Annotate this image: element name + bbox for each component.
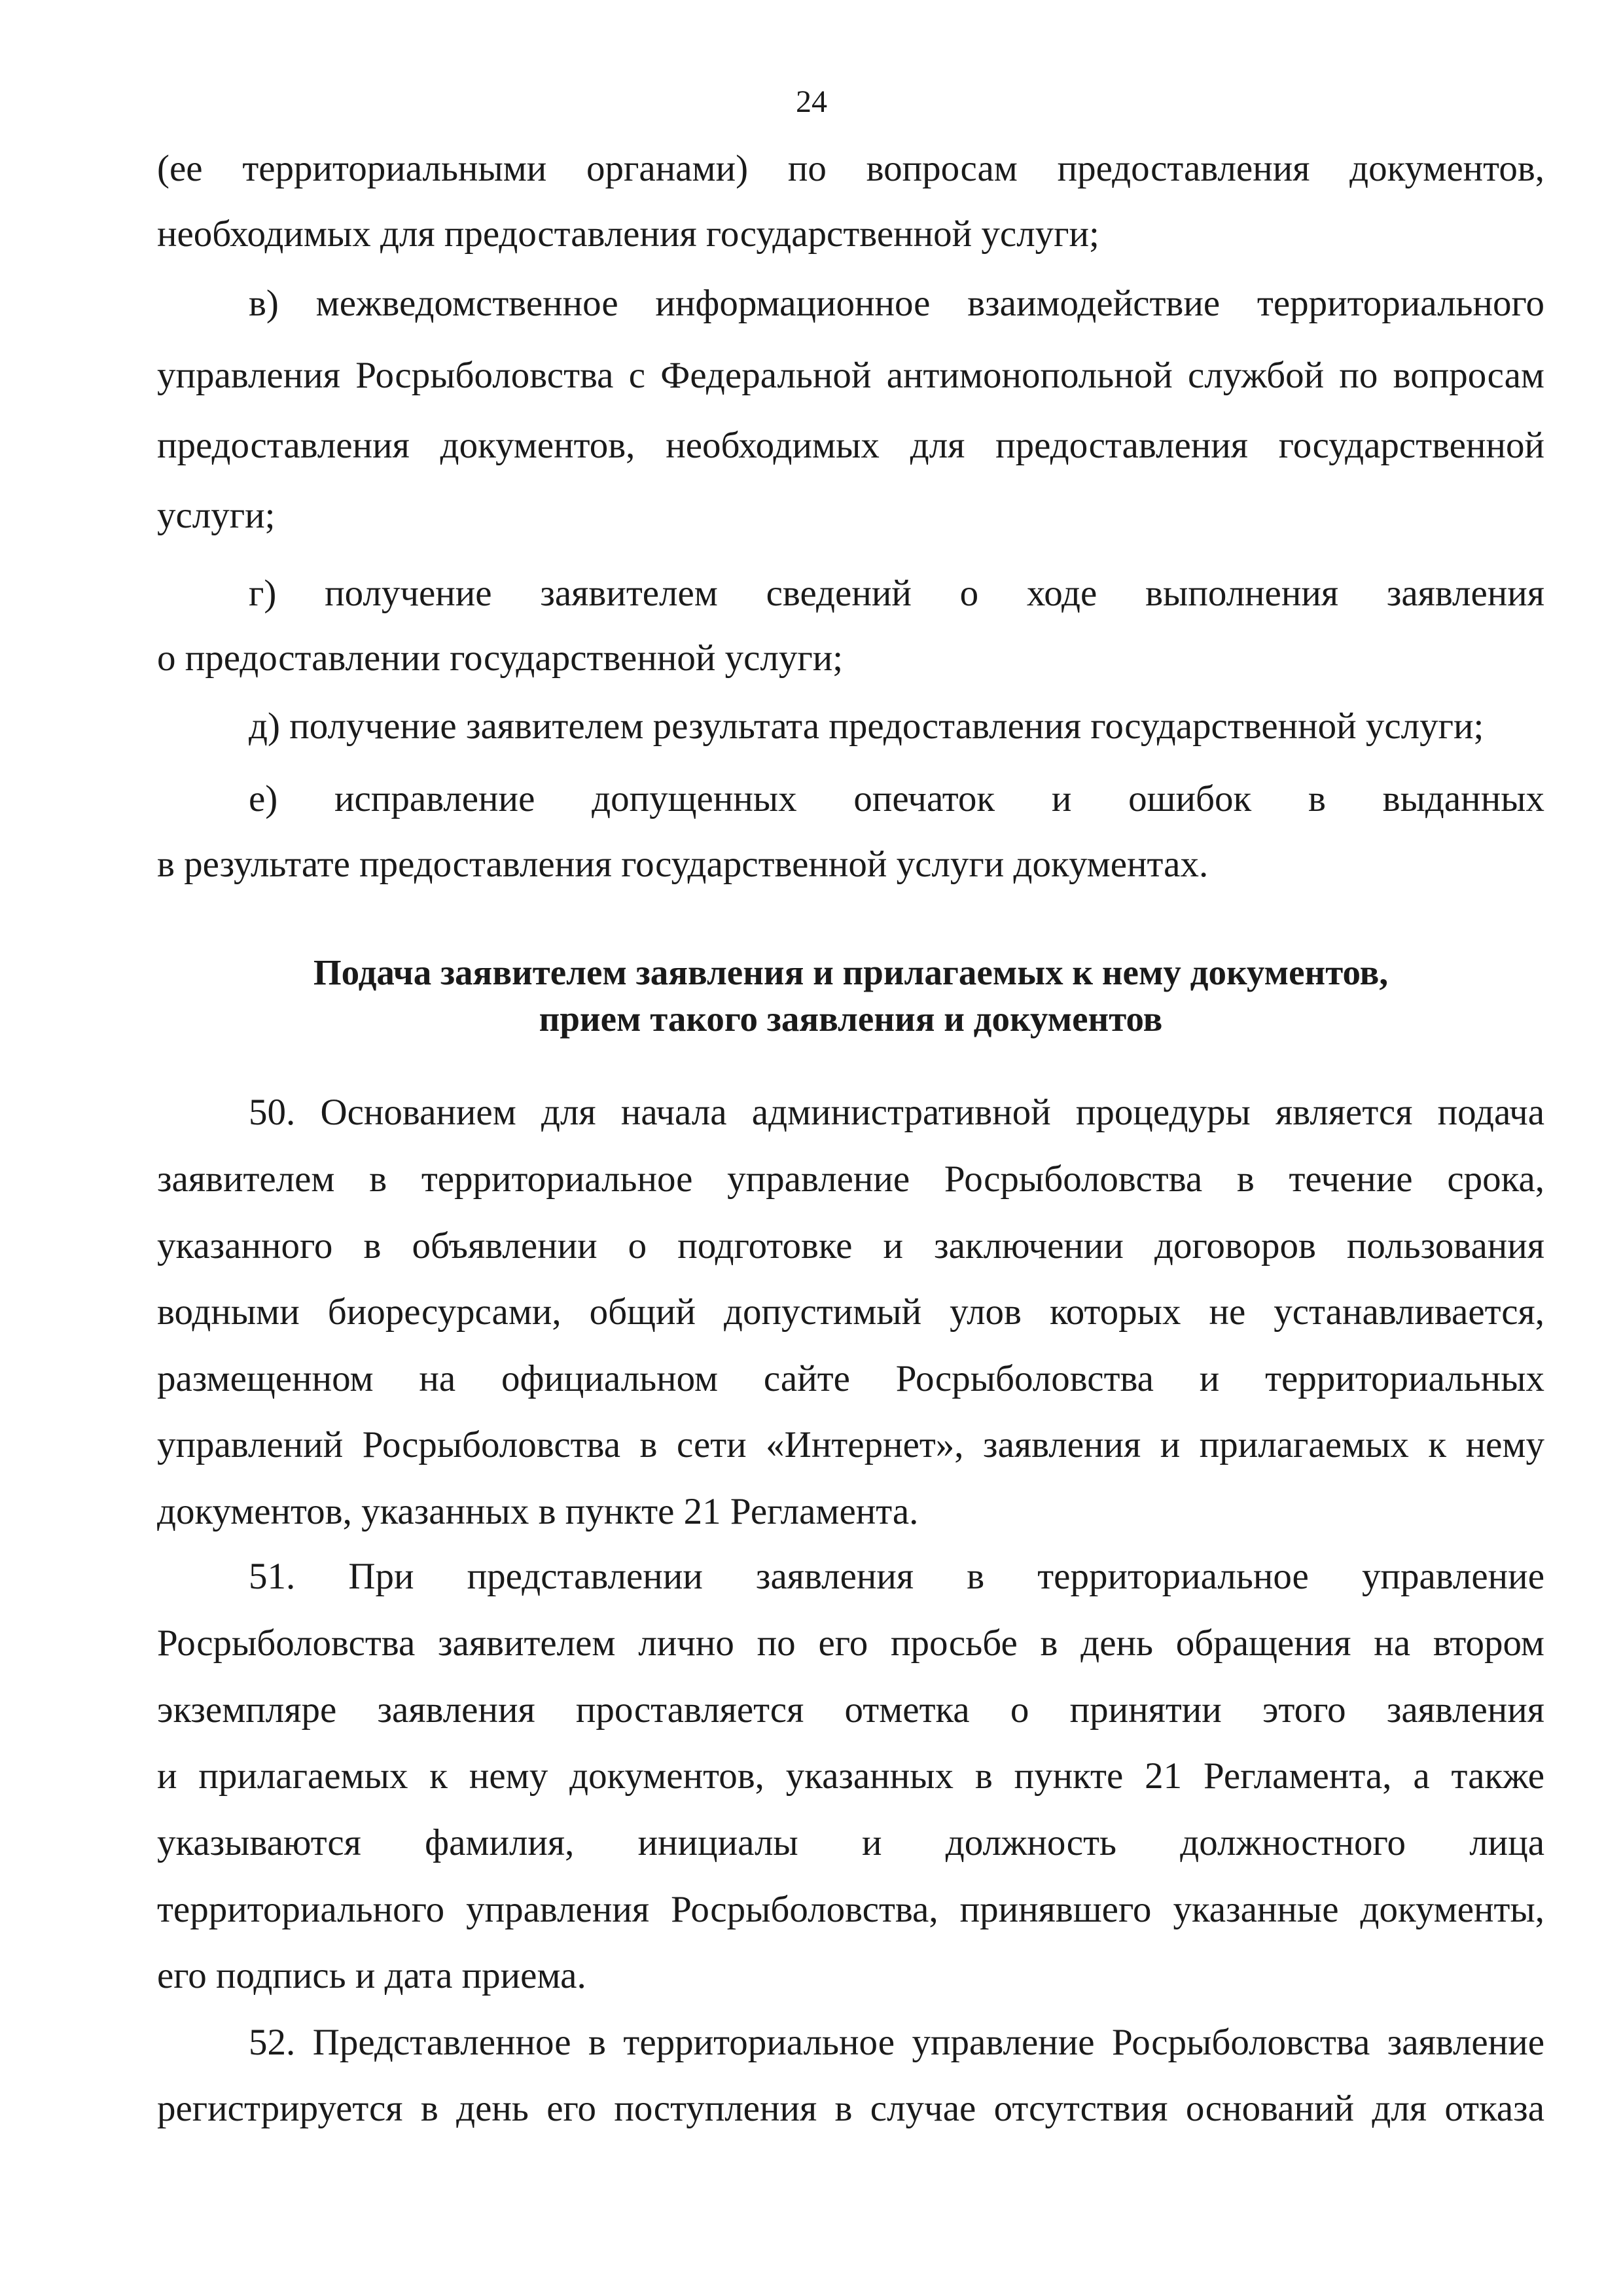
text-line: экземпляре заявления проставляется отметка о принятии этого заявления [157, 1689, 1544, 1731]
text-line: г) получение заявителем сведений о ходе выполнения заявления [249, 573, 1544, 614]
text-line: его подпись и дата приема. [157, 1955, 586, 1996]
text-line: необходимых для предоставления государственной услуги; [157, 213, 1099, 255]
text-line: управления Росрыболовства с Федеральной антимонопольной службой по вопросам [157, 355, 1544, 396]
text-line: и прилагаемых к нему документов, указанных в пункте 21 Регламента, а также [157, 1755, 1544, 1797]
text-line: в) межведомственное информационное взаимодействие территориального [249, 283, 1544, 324]
text-line: предоставления документов, необходимых для предоставления государственной [157, 425, 1544, 466]
section-heading: Подача заявителем заявления и прилагаемых к нему документов, [313, 952, 1389, 992]
text-line: размещенном на официальном сайте Росрыболовства и территориальных [157, 1358, 1544, 1399]
text-line: документов, указанных в пункте 21 Регламента. [157, 1491, 919, 1532]
text-line: 51. При представлении заявления в территориальное управление [249, 1556, 1544, 1597]
text-line: заявителем в территориальное управление Росрыболовства в течение срока, [157, 1158, 1544, 1200]
text-line: Росрыболовства заявителем лично по его просьбе в день обращения на втором [157, 1623, 1544, 1664]
text-line: указываются фамилия, инициалы и должность должностного лица [157, 1822, 1544, 1863]
text-line: е) исправление допущенных опечаток и ошибок в выданных [249, 778, 1544, 819]
text-line: услуги; [157, 495, 276, 536]
section-heading: прием такого заявления и документов [539, 999, 1163, 1039]
text-line: о предоставлении государственной услуги; [157, 637, 844, 679]
text-line: д) получение заявителем результата предоставления государственной услуги; [249, 706, 1484, 747]
text-line: (ее территориальными органами) по вопросам предоставления документов, [157, 148, 1544, 189]
text-line: 52. Представленное в территориальное управление Росрыболовства заявление [249, 2022, 1544, 2063]
text-line: 50. Основанием для начала административной процедуры является подача [249, 1092, 1544, 1133]
text-line: управлений Росрыболовства в сети «Интернет», заявления и прилагаемых к нему [157, 1424, 1544, 1465]
text-line: в результате предоставления государственной услуги документах. [157, 844, 1209, 885]
page-number: 24 [796, 84, 827, 119]
text-line: территориального управления Росрыболовства, принявшего указанные документы, [157, 1889, 1544, 1930]
text-line: указанного в объявлении о подготовке и заключении договоров пользования [157, 1225, 1544, 1266]
text-line: регистрируется в день его поступления в случае отсутствия оснований для отказа [157, 2088, 1544, 2129]
text-line: водными биоресурсами, общий допустимый улов которых не устанавливается, [157, 1291, 1544, 1333]
